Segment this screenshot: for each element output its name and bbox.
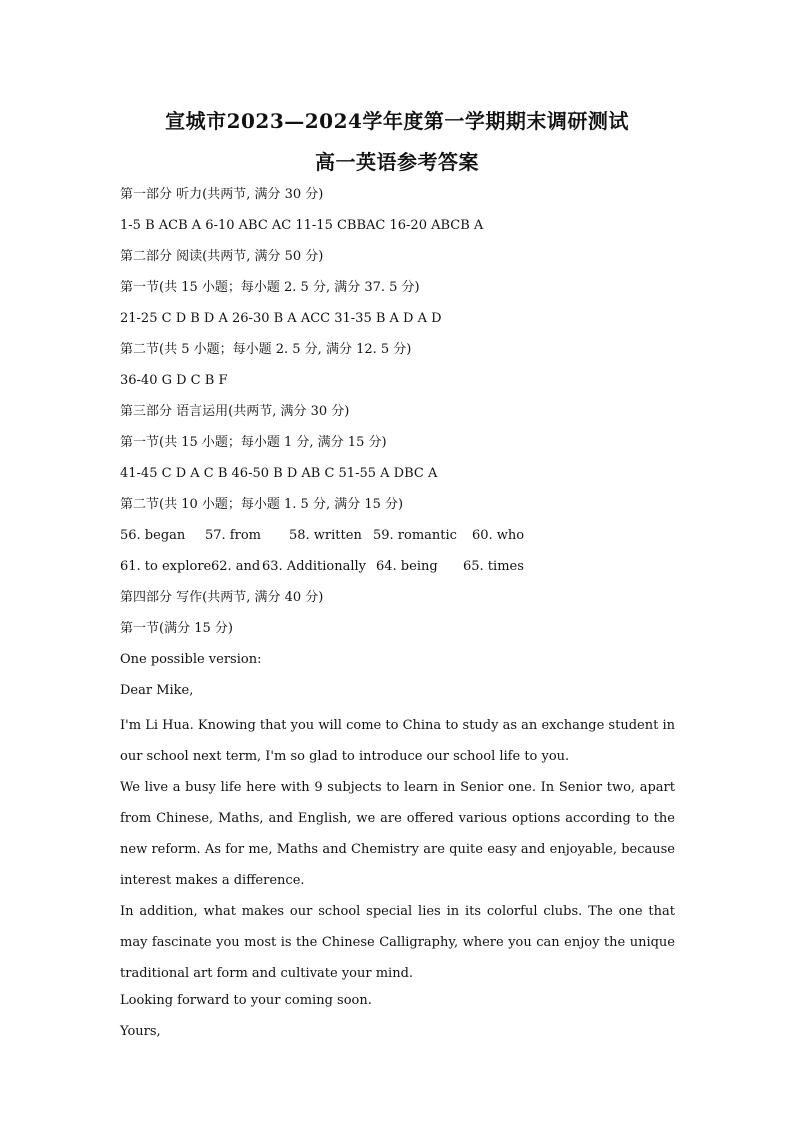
part3-section1-heading: 第一节(共 15 小题；每小题 1 分, 满分 15 分) — [120, 435, 387, 450]
essay-paragraph-4: Looking forward to your coming soon. — [120, 993, 372, 1008]
part2-section2-heading: 第二节(共 5 小题；每小题 2. 5 分, 满分 12. 5 分) — [120, 342, 412, 357]
essay-paragraph-1: I'm Li Hua. Knowing that you will come to China to study as an exchange student in our school next term, I'm so glad to introduce our school life to you. — [120, 718, 675, 764]
answer-content — [120, 183, 675, 1051]
part3-section2-heading: 第二节(共 10 小题；每小题 1. 5 分, 满分 15 分) — [120, 497, 404, 512]
answer-item: 65. times — [463, 559, 524, 574]
answer-item: 57. from — [205, 528, 261, 543]
part2-section2-answers: 36-40 G D C B F — [120, 373, 228, 388]
part3-section2-row1 — [120, 524, 675, 555]
answer-item: 59. romantic — [373, 528, 457, 543]
essay-salutation: Dear Mike, — [120, 683, 194, 698]
answer-item: 64. being — [376, 559, 438, 574]
part4-section1-heading: 第一节(满分 15 分) — [120, 621, 233, 636]
part1-heading: 第一部分 听力(共两节, 满分 30 分) — [120, 187, 324, 202]
answer-item: 61. to explore — [120, 559, 212, 574]
part2-section1-heading: 第一节(共 15 小题；每小题 2. 5 分, 满分 37. 5 分) — [120, 280, 420, 295]
part2-section1-answers: 21-25 C D B D A 26-30 B A ACC 31-35 B A D A D — [120, 311, 442, 326]
answer-item: 56. began — [120, 528, 186, 543]
essay-intro: One possible version: — [120, 652, 262, 667]
part1-answers: 1-5 B ACB A 6-10 ABC AC 11-15 CBBAC 16-20 ABCB A — [120, 218, 484, 233]
essay-paragraph-3: In addition, what makes our school special lies in its colorful clubs. The one that may fascinate you most is the Chinese Calligraphy, where you can enjoy the unique traditional art form and cultivate your mind. — [120, 904, 675, 981]
document-subtitle: 高一英语参考答案 — [315, 150, 479, 174]
essay-paragraph-2: We live a busy life here with 9 subjects to learn in Senior one. In Senior two, apart from Chinese, Maths, and English, we are offered various options according to the new reform. As for me, Maths and Chemistry are quite easy and enjoyable, because interest makes a difference. — [120, 780, 675, 888]
answer-item: 60. who — [472, 528, 525, 543]
answer-item: 62. and — [211, 559, 261, 574]
document-title: 宣城市2023—2024学年度第一学期期末调研测试 — [165, 109, 629, 133]
part4-heading: 第四部分 写作(共两节, 满分 40 分) — [120, 590, 324, 605]
part3-section2-row2 — [120, 555, 675, 586]
answer-item: 58. written — [289, 528, 362, 543]
answer-item: 63. Additionally — [262, 559, 366, 574]
part3-heading: 第三部分 语言运用(共两节, 满分 30 分) — [120, 404, 350, 419]
essay-closing: Yours, — [120, 1024, 161, 1039]
part3-section1-answers: 41-45 C D A C B 46-50 B D AB C 51-55 A DBC A — [120, 466, 438, 481]
part2-heading: 第二部分 阅读(共两节, 满分 50 分) — [120, 249, 324, 264]
